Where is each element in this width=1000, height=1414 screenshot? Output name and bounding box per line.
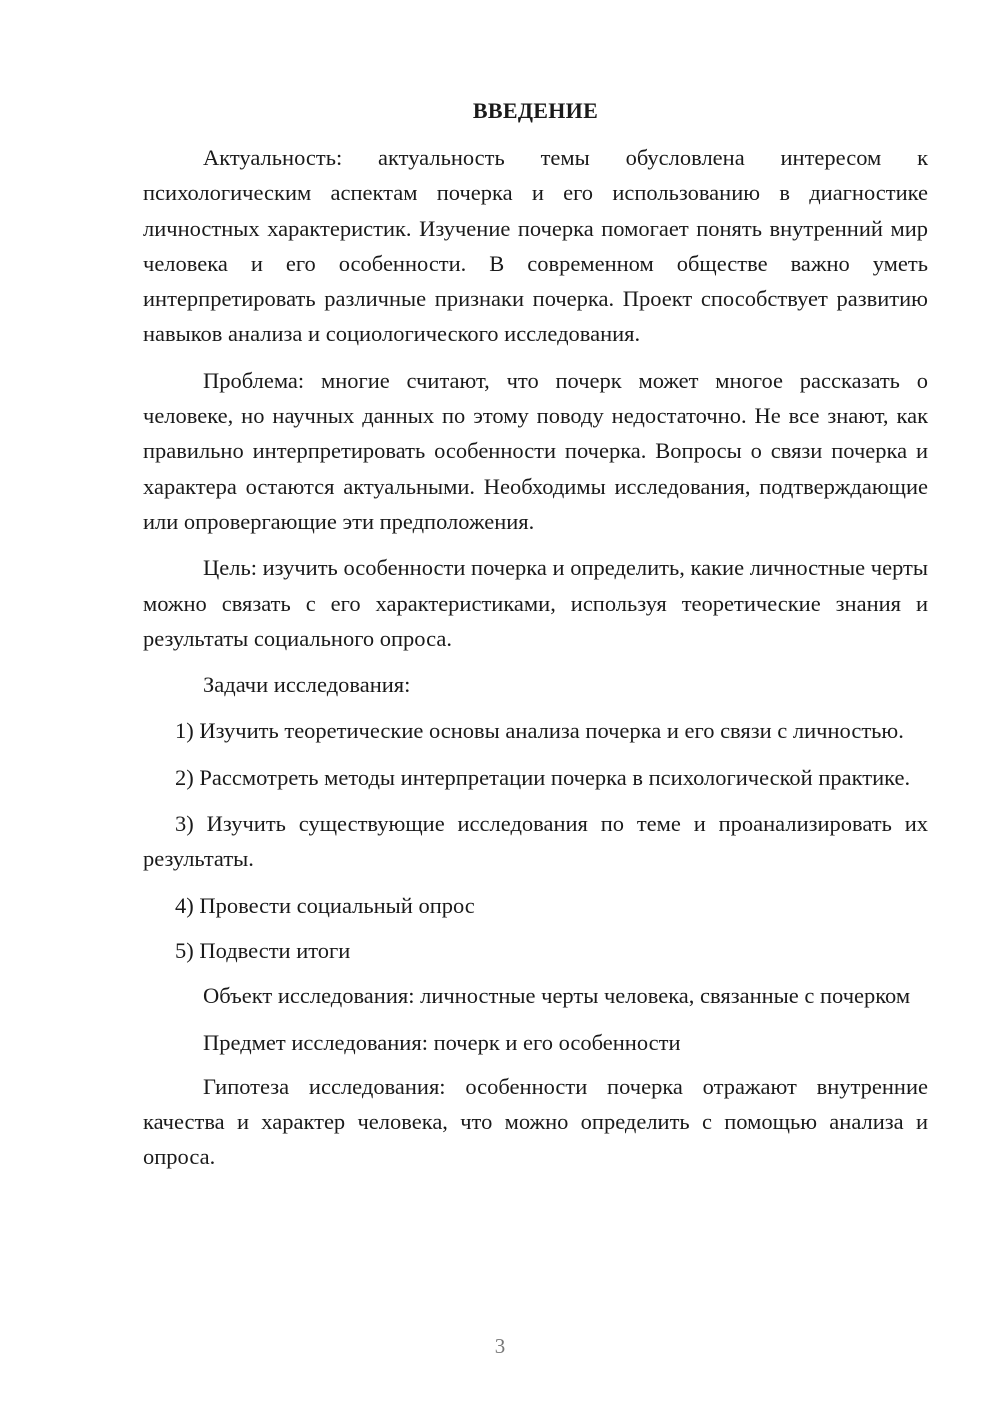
task-item-2: 2) Рассмотреть методы интерпретации почерка в психологической практике. [175,764,911,790]
goal-paragraph: Цель: изучить особенности почерка и определить, какие личностные черты можно связать с его характеристиками, используя теоретические знания и результаты социального опроса. [143,555,928,651]
page-number: 3 [494,1334,506,1358]
task-item-1: 1) Изучить теоретические основы анализа почерка и его связи с личностью. [175,718,904,744]
page-content [143,94,928,1186]
task-item-4: 4) Провести социальный опрос [175,892,475,918]
problem-paragraph: Проблема: многие считают, что почерк может многое рассказать о человеке, но научных данных по этому поводу недостаточно. Не все знают, как правильно интерпретировать особенности почерка. Вопросы о связи почерка и характера остаются актуальными. Необходимы исследования, подтверждающие или опровергающие эти предположения. [143,367,928,534]
task-item-3: 3) Изучить существующие исследования по теме и проанализировать их результаты. [143,811,928,872]
task-item-5: 5) Подвести итоги [175,937,351,963]
subject-paragraph: Предмет исследования: почерк и его особенности [203,1029,681,1055]
section-heading: ВВЕДЕНИЕ [472,98,599,123]
object-paragraph: Объект исследования: личностные черты человека, связанные с почерком [203,983,911,1009]
hypothesis-paragraph: Гипотеза исследования: особенности почерка отражают внутренние качества и характер человека, что можно определить с помощью анализа и опроса. [143,1073,928,1170]
relevance-paragraph: Актуальность: актуальность темы обусловлена интересом к психологическим аспектам почерка и его использованию в диагностике личностных характеристик. Изучение почерка помогает понять внутренний мир человека и его особенности. В современном обществе важно уметь интерпретировать различные признаки почерка. Проект способствует развитию навыков анализа и социологического исследования. [143,145,928,347]
tasks-heading: Задачи исследования: [203,672,411,698]
